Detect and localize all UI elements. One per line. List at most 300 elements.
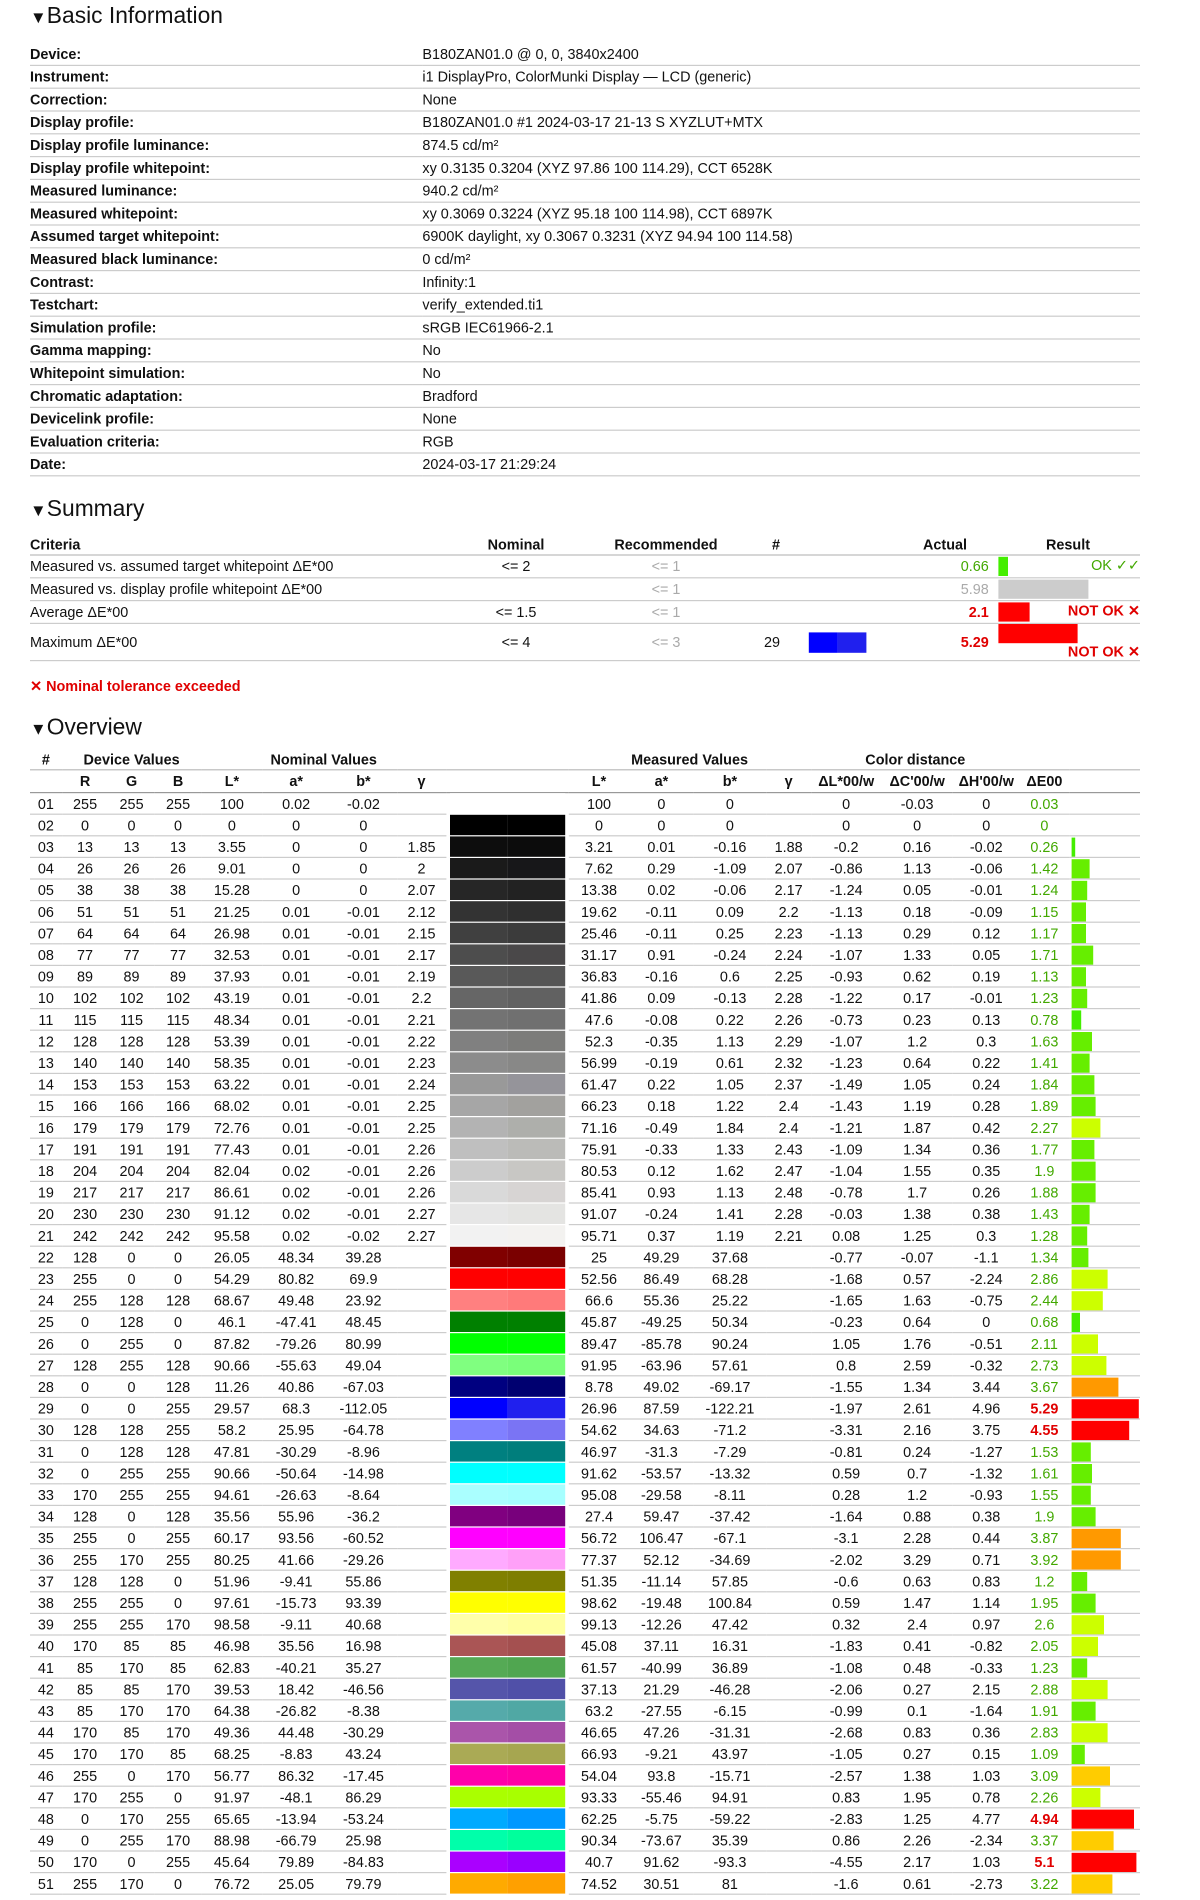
measured-swatch [507, 1765, 565, 1785]
delta-e-bar [1071, 1075, 1094, 1094]
overview-cell: -1.09 [693, 857, 766, 879]
overview-cell: -0.73 [811, 1009, 882, 1031]
delta-e-cell: 5.29 [1020, 1397, 1069, 1419]
delta-e-bar [1071, 1809, 1133, 1828]
overview-cell: 89 [108, 965, 155, 987]
overview-row [30, 1376, 1140, 1398]
overview-cell: 2.24 [397, 1073, 446, 1095]
overview-cell: 2.4 [882, 1613, 953, 1635]
measured-swatch [507, 815, 565, 835]
overview-row [30, 1397, 1140, 1419]
nominal-swatch [450, 1549, 508, 1569]
overview-cell: 0 [263, 879, 330, 901]
delta-e-cell: 3.09 [1020, 1765, 1069, 1787]
overview-cell: 0 [811, 793, 882, 815]
overview-cell [767, 1678, 811, 1700]
overview-cell: 115 [108, 1009, 155, 1031]
overview-cell [767, 1808, 811, 1830]
color-swatch [446, 1117, 568, 1139]
overview-cell: 255 [108, 793, 155, 815]
overview-column-row [30, 770, 1140, 793]
overview-cell: 57.61 [693, 1354, 766, 1376]
overview-cell: -5.75 [630, 1808, 694, 1830]
overview-cell: -112.05 [330, 1397, 397, 1419]
overview-cell: 3.44 [953, 1376, 1020, 1398]
measured-swatch [507, 1247, 565, 1267]
result-text: NOT OK ✕ [1067, 643, 1140, 660]
nominal-cell: <= 4 [432, 623, 600, 660]
overview-cell: 91.12 [201, 1203, 262, 1225]
overview-cell: 55.96 [263, 1505, 330, 1527]
overview-cell: 128 [62, 1419, 109, 1441]
summary-header-row [30, 534, 1140, 555]
color-swatch [446, 965, 568, 987]
overview-cell: 63.2 [568, 1700, 629, 1722]
nominal-swatch [450, 1312, 508, 1332]
measured-swatch [507, 1009, 565, 1029]
info-row [30, 43, 1140, 65]
actual-bar [998, 624, 1077, 643]
overview-cell: -1.43 [811, 1095, 882, 1117]
delta-e-bar [1071, 1852, 1136, 1871]
delta-e-bar [1071, 1204, 1089, 1223]
color-swatch [446, 1052, 568, 1074]
delta-e-cell: 1.17 [1020, 922, 1069, 944]
info-row [30, 316, 1140, 339]
overview-cell: 89 [155, 965, 202, 987]
overview-cell [767, 1246, 811, 1268]
nominal-swatch [450, 1441, 508, 1461]
nominal-swatch [450, 794, 508, 814]
overview-cell: 1.87 [882, 1117, 953, 1139]
delta-e-bar [1071, 1485, 1090, 1504]
overview-cell: 0 [693, 814, 766, 836]
nominal-swatch [450, 1398, 508, 1418]
overview-cell: 51.96 [201, 1570, 262, 1592]
nominal-swatch [450, 1679, 508, 1699]
overview-cell: -3.31 [811, 1419, 882, 1441]
overview-cell: -29.58 [630, 1484, 694, 1506]
delta-e-cell: 1.77 [1020, 1138, 1069, 1160]
overview-cell: 0.28 [811, 1484, 882, 1506]
actual-cell [894, 601, 996, 624]
overview-cell: 2.24 [767, 944, 811, 966]
overview-cell: 230 [62, 1203, 109, 1225]
delta-e-cell: 1.9 [1020, 1160, 1069, 1182]
overview-cell: 128 [62, 1354, 109, 1376]
overview-cell: -46.56 [330, 1678, 397, 1700]
overview-cell: 0 [263, 836, 330, 858]
overview-cell [767, 1873, 811, 1895]
overview-cell: -36.2 [330, 1505, 397, 1527]
overview-cell: 32.53 [201, 944, 262, 966]
overview-cell: 102 [108, 987, 155, 1009]
info-row [30, 362, 1140, 385]
overview-cell [767, 1721, 811, 1743]
summary-heading[interactable]: ▼Summary [30, 493, 1190, 527]
measured-swatch [507, 1204, 565, 1224]
overview-cell: 1.55 [882, 1160, 953, 1182]
overview-cell: -2.57 [811, 1765, 882, 1787]
overview-cell: -9.11 [263, 1613, 330, 1635]
overview-cell: 93.33 [568, 1786, 629, 1808]
overview-cell: 0.25 [693, 922, 766, 944]
overview-cell: 1.38 [882, 1765, 953, 1787]
overview-cell: 9.01 [201, 857, 262, 879]
nominal-swatch [450, 1333, 508, 1353]
overview-cell: 170 [62, 1786, 109, 1808]
overview-cell: 45.08 [568, 1635, 629, 1657]
delta-e-bar-cell [1069, 901, 1140, 923]
patch-swatch-cell [780, 623, 894, 660]
overview-cell: 2.26 [397, 1160, 446, 1182]
collapse-triangle-icon[interactable]: ▼ [30, 718, 47, 738]
overview-row [30, 1743, 1140, 1765]
overview-cell [767, 1311, 811, 1333]
overview-cell: 1.62 [693, 1160, 766, 1182]
delta-e-bar [1071, 1399, 1138, 1418]
measured-swatch [507, 1830, 565, 1850]
criteria-cell: Average ΔE*00 [30, 601, 432, 624]
measured-swatch [507, 1592, 565, 1612]
overview-cell: 0.57 [882, 1268, 953, 1290]
delta-e-bar [1071, 1183, 1095, 1202]
overview-heading[interactable]: ▼Overview [30, 712, 1190, 746]
overview-cell: 0 [155, 1246, 202, 1268]
actual-value: 0.66 [960, 558, 989, 575]
delta-e-cell: 1.41 [1020, 1052, 1069, 1074]
overview-cell: 21.25 [201, 901, 262, 923]
info-value: Bradford [422, 385, 1140, 408]
color-swatch [446, 944, 568, 966]
overview-cell: -0.23 [811, 1311, 882, 1333]
nominal-swatch [450, 1204, 508, 1224]
overview-cell: 166 [62, 1095, 109, 1117]
delta-e-bar-cell [1069, 1268, 1140, 1290]
overview-column-header: a* [263, 770, 330, 793]
overview-group-header: Measured Values [568, 750, 810, 770]
overview-cell: 0.61 [693, 1052, 766, 1074]
overview-cell: -0.16 [693, 836, 766, 858]
overview-cell: -6.15 [693, 1700, 766, 1722]
overview-cell: 128 [155, 1030, 202, 1052]
overview-cell: 21.29 [630, 1678, 694, 1700]
overview-cell: 87.59 [630, 1397, 694, 1419]
overview-cell: -1.27 [953, 1441, 1020, 1463]
overview-cell: 71.16 [568, 1117, 629, 1139]
overview-cell: -0.02 [953, 836, 1020, 858]
nominal-swatch [450, 1247, 508, 1267]
overview-cell: 44.48 [263, 1721, 330, 1743]
measured-swatch [507, 1657, 565, 1677]
overview-row [30, 1829, 1140, 1851]
measured-swatch [507, 1268, 565, 1288]
delta-e-cell: 1.43 [1020, 1203, 1069, 1225]
color-swatch [446, 1268, 568, 1290]
recommended-cell: <= 1 [600, 555, 732, 578]
overview-cell: 2.25 [767, 965, 811, 987]
overview-cell: 12 [30, 1030, 62, 1052]
overview-cell: 43.19 [201, 987, 262, 1009]
overview-cell: -0.08 [630, 1009, 694, 1031]
result-cell [996, 578, 1140, 601]
measured-swatch [507, 1636, 565, 1656]
overview-cell: 25.98 [330, 1829, 397, 1851]
overview-cell: 1.85 [397, 836, 446, 858]
nominal-swatch [450, 1355, 508, 1375]
overview-row [30, 1873, 1140, 1895]
delta-e-bar [1071, 1031, 1091, 1050]
nominal-swatch [450, 1376, 508, 1396]
overview-row [30, 1333, 1140, 1355]
overview-cell: -37.42 [693, 1505, 766, 1527]
overview-cell: 47.6 [568, 1009, 629, 1031]
delta-e-cell: 4.55 [1020, 1419, 1069, 1441]
overview-cell: -1.13 [811, 901, 882, 923]
overview-cell: 242 [155, 1225, 202, 1247]
color-swatch [446, 987, 568, 1009]
overview-cell: 0.64 [882, 1052, 953, 1074]
info-key: Simulation profile: [30, 316, 422, 339]
overview-cell: 55.36 [630, 1289, 694, 1311]
delta-e-cell: 1.71 [1020, 944, 1069, 966]
overview-column-header: a* [630, 770, 694, 793]
overview-cell: 2.07 [767, 857, 811, 879]
overview-cell: 26 [108, 857, 155, 879]
overview-cell: 140 [155, 1052, 202, 1074]
overview-cell: 242 [62, 1225, 109, 1247]
delta-e-cell: 1.13 [1020, 965, 1069, 987]
collapse-triangle-icon[interactable]: ▼ [30, 500, 47, 520]
overview-cell: 13 [108, 836, 155, 858]
overview-table [30, 750, 1140, 1895]
summary-header: Recommended [600, 534, 732, 555]
measured-swatch [507, 1355, 565, 1375]
overview-row [30, 1268, 1140, 1290]
overview-cell: -0.77 [811, 1246, 882, 1268]
overview-cell: -8.11 [693, 1484, 766, 1506]
nominal-swatch [450, 944, 508, 964]
delta-e-cell: 1.24 [1020, 879, 1069, 901]
overview-cell: 77.37 [568, 1549, 629, 1571]
overview-cell: 0.71 [953, 1549, 1020, 1571]
overview-cell: -1.6 [811, 1873, 882, 1895]
overview-cell: 2.27 [397, 1203, 446, 1225]
overview-cell: 53.39 [201, 1030, 262, 1052]
overview-cell: 0.17 [882, 987, 953, 1009]
overview-cell: 102 [155, 987, 202, 1009]
nominal-swatch [450, 1614, 508, 1634]
overview-cell: 47 [30, 1786, 62, 1808]
color-swatch [446, 793, 568, 815]
overview-row [30, 793, 1140, 815]
overview-cell: 86.49 [630, 1268, 694, 1290]
overview-cell: -0.13 [693, 987, 766, 1009]
info-value: None [422, 407, 1140, 430]
overview-cell [397, 1484, 446, 1506]
overview-cell: 255 [62, 1527, 109, 1549]
overview-cell: 48.34 [201, 1009, 262, 1031]
overview-cell: 1.13 [693, 1030, 766, 1052]
overview-cell: 14 [30, 1073, 62, 1095]
overview-cell: 2.17 [397, 944, 446, 966]
overview-row [30, 1808, 1140, 1830]
delta-e-cell: 1.15 [1020, 901, 1069, 923]
overview-cell: 0 [62, 1829, 109, 1851]
overview-cell: -0.32 [953, 1354, 1020, 1376]
overview-cell [397, 1549, 446, 1571]
overview-cell: 0.63 [882, 1570, 953, 1592]
overview-cell: 2.22 [397, 1030, 446, 1052]
info-value: No [422, 339, 1140, 362]
overview-cell: -0.51 [953, 1333, 1020, 1355]
overview-cell [397, 1311, 446, 1333]
delta-e-cell: 2.83 [1020, 1721, 1069, 1743]
overview-row [30, 1181, 1140, 1203]
overview-cell: 90.34 [568, 1829, 629, 1851]
info-row [30, 248, 1140, 271]
overview-cell: -0.75 [953, 1289, 1020, 1311]
delta-e-bar-cell [1069, 1333, 1140, 1355]
overview-cell: 57.85 [693, 1570, 766, 1592]
overview-row [30, 1354, 1140, 1376]
delta-e-bar-cell [1069, 1073, 1140, 1095]
overview-cell: -0.6 [811, 1570, 882, 1592]
overview-cell: 0.19 [953, 965, 1020, 987]
overview-cell: 2.43 [767, 1138, 811, 1160]
overview-column-header: L* [201, 770, 262, 793]
overview-cell: 2.07 [397, 879, 446, 901]
measured-swatch [507, 988, 565, 1008]
overview-cell: 90.24 [693, 1333, 766, 1355]
overview-cell: 66.93 [568, 1743, 629, 1765]
overview-cell: 128 [155, 1354, 202, 1376]
overview-cell: -8.96 [330, 1441, 397, 1463]
overview-cell: 255 [108, 1354, 155, 1376]
measured-swatch [507, 1679, 565, 1699]
delta-e-cell: 1.23 [1020, 987, 1069, 1009]
overview-cell: 140 [62, 1052, 109, 1074]
color-swatch [446, 1138, 568, 1160]
delta-e-bar-cell [1069, 1441, 1140, 1463]
overview-cell: 1.47 [882, 1592, 953, 1614]
overview-cell: -0.01 [330, 944, 397, 966]
overview-column-header: B [155, 770, 202, 793]
overview-cell: 81 [693, 1873, 766, 1895]
delta-e-bar [1071, 1507, 1095, 1526]
overview-cell: 68.28 [693, 1268, 766, 1290]
delta-e-bar-cell [1069, 1052, 1140, 1074]
delta-e-bar [1071, 1269, 1107, 1288]
overview-cell: -0.02 [330, 793, 397, 815]
overview-cell: 128 [62, 1030, 109, 1052]
overview-cell: 2.37 [767, 1073, 811, 1095]
actual-cell [894, 555, 996, 578]
overview-cell: 62.25 [568, 1808, 629, 1830]
overview-cell: 80.25 [201, 1549, 262, 1571]
overview-cell: -55.63 [263, 1354, 330, 1376]
nominal-swatch [450, 1852, 508, 1872]
delta-e-bar [1071, 1593, 1095, 1612]
measured-swatch [507, 1160, 565, 1180]
overview-cell: 17 [30, 1138, 62, 1160]
delta-e-bar-cell [1069, 1743, 1140, 1765]
overview-cell: 47.26 [630, 1721, 694, 1743]
delta-e-bar [1071, 1226, 1087, 1245]
overview-cell: 0 [108, 1851, 155, 1873]
overview-cell: 0 [882, 814, 953, 836]
measured-swatch [507, 1225, 565, 1245]
delta-e-bar-cell [1069, 1570, 1140, 1592]
overview-cell: 255 [62, 1592, 109, 1614]
overview-cell: 0 [108, 1246, 155, 1268]
overview-cell [767, 1851, 811, 1873]
overview-cell: 0.44 [953, 1527, 1020, 1549]
overview-row [30, 1462, 1140, 1484]
overview-cell: -0.01 [330, 901, 397, 923]
overview-cell: -0.01 [330, 1203, 397, 1225]
delta-e-bar [1071, 1787, 1100, 1806]
overview-cell: 2.47 [767, 1160, 811, 1182]
overview-cell: 72.76 [201, 1117, 262, 1139]
collapse-triangle-icon[interactable]: ▼ [30, 7, 47, 27]
overview-cell: 05 [30, 879, 62, 901]
delta-e-bar-cell [1069, 1635, 1140, 1657]
overview-cell: 16 [30, 1117, 62, 1139]
delta-e-bar-cell [1069, 944, 1140, 966]
delta-e-cell: 1.63 [1020, 1030, 1069, 1052]
overview-cell: 06 [30, 901, 62, 923]
overview-cell: 0 [62, 1311, 109, 1333]
overview-cell [767, 1505, 811, 1527]
delta-e-bar-cell [1069, 1721, 1140, 1743]
basic-info-heading[interactable]: ▼Basic Information [30, 0, 1190, 34]
color-swatch [446, 879, 568, 901]
overview-cell [397, 1635, 446, 1657]
overview-group-header [446, 750, 568, 770]
overview-cell: 79.89 [263, 1851, 330, 1873]
overview-cell: 128 [108, 1289, 155, 1311]
delta-e-cell: 0.78 [1020, 1009, 1069, 1031]
color-swatch [446, 1743, 568, 1765]
overview-cell: 255 [155, 1851, 202, 1873]
patch-number-cell [732, 578, 780, 601]
overview-column-header: ΔL*00/w [811, 770, 882, 793]
overview-cell: 45.64 [201, 1851, 262, 1873]
delta-e-bar-cell [1069, 1549, 1140, 1571]
overview-cell: 128 [108, 1311, 155, 1333]
overview-cell: 02 [30, 814, 62, 836]
overview-cell [397, 1765, 446, 1787]
delta-e-cell: 2.05 [1020, 1635, 1069, 1657]
overview-cell: 2.4 [767, 1117, 811, 1139]
delta-e-cell: 2.27 [1020, 1117, 1069, 1139]
color-swatch [446, 1829, 568, 1851]
overview-cell: 2.15 [397, 922, 446, 944]
info-row [30, 293, 1140, 316]
overview-cell: 0.35 [953, 1160, 1020, 1182]
nominal-swatch [450, 880, 508, 900]
color-swatch [446, 1873, 568, 1895]
overview-cell: -66.79 [263, 1829, 330, 1851]
color-swatch [446, 1657, 568, 1679]
actual-value: 5.98 [960, 580, 989, 598]
delta-e-bar [1071, 1615, 1103, 1634]
overview-cell [397, 1289, 446, 1311]
overview-cell: 11.26 [201, 1376, 262, 1398]
overview-cell: 69.9 [330, 1268, 397, 1290]
overview-column-header [446, 770, 568, 793]
